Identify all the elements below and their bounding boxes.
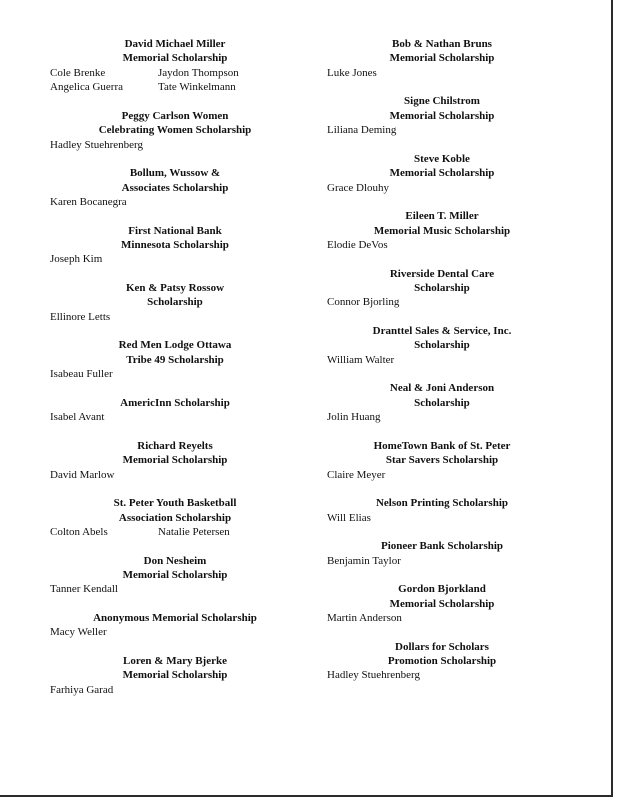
scholarship-title: AmericInn Scholarship [120,396,230,409]
recipient-name: Cole Brenke [50,66,106,79]
scholarship-title: Association Scholarship [118,511,232,524]
scholarship-title: Eileen T. Miller [405,210,479,223]
recipient-name: Karen Bocanegra [50,196,127,209]
recipient-list [50,252,300,266]
scholarship-title: Scholarship [414,339,470,352]
scholarship-entry [50,654,300,697]
scholarship-title: Neal & Joni Anderson [389,382,495,395]
scholarship-title: Signe Chilstrom [404,95,480,108]
scholarship-entry [327,209,557,252]
scholarship-title: Scholarship [147,296,203,309]
scholarship-entry [327,37,557,80]
scholarship-title: Don Nesheim [143,554,207,567]
recipient-name: Claire Meyer [327,468,386,481]
recipient-list [327,123,557,137]
scholarship-title: Scholarship [414,282,470,295]
recipient-list [50,582,300,596]
scholarship-title: Red Men Lodge Ottawa [118,339,232,352]
scholarship-title: Bollum, Wussow & [129,167,221,180]
scholarship-title: Memorial Music Scholarship [373,224,511,237]
recipient-name: Elodie DeVos [327,239,388,252]
recipient-name: Farhiya Garad [50,683,114,696]
recipient-name: Liliana Deming [327,124,397,137]
recipient-list [50,66,300,95]
recipient-name: Jolin Huang [327,411,381,424]
recipient-list [327,611,557,625]
recipient-name: Hadley Stuehrenberg [327,669,420,682]
recipient-name: Tate Winkelmann [158,81,236,94]
recipient-list [50,625,300,639]
scholarship-title: HomeTown Bank of St. Peter [373,439,511,452]
recipient-name: William Walter [327,353,395,366]
scholarship-title: Celebrating Women Scholarship [98,124,252,137]
scholarship-title: Minnesota Scholarship [121,239,229,252]
scholarship-entry [50,439,300,482]
scholarship-title: Richard Reyelts [137,439,213,452]
recipient-name: Hadley Stuehrenberg [50,138,143,151]
recipient-name: Jaydon Thompson [158,66,239,79]
scholarship-title: St. Peter Youth Basketball [113,497,237,510]
scholarship-entry [327,496,557,525]
scholarship-entry [50,166,300,209]
scholarship-entry [50,611,300,640]
scholarship-entry [327,640,557,683]
recipient-list [327,668,557,682]
scholarship-title: Gordon Bjorkland [398,583,486,596]
recipient-name: Isabeau Fuller [50,368,113,381]
recipient-name: Grace Dlouhy [327,181,390,194]
scholarship-entry [327,267,557,310]
scholarship-title: Memorial Scholarship [389,597,495,610]
scholarship-entry [50,396,300,425]
scholarship-entry [50,554,300,597]
scholarship-title: Steve Koble [414,152,470,165]
scholarship-title: Dranttel Sales & Service, Inc. [372,325,512,338]
scholarship-title: Memorial Scholarship [122,52,228,65]
recipient-name: Colton Abels [50,526,108,539]
scholarship-entry [327,439,557,482]
recipient-name: Tanner Kendall [50,583,118,596]
left-column [50,37,300,711]
recipient-list [327,181,557,195]
recipient-list [327,410,557,424]
recipient-name: Joseph Kim [50,253,103,266]
scholarship-title: Peggy Carlson Women [121,109,229,122]
scholarship-entry [327,582,557,625]
scholarship-title: Memorial Scholarship [389,52,495,65]
recipient-list [50,683,300,697]
scholarship-title: Pioneer Bank Scholarship [380,540,504,553]
recipient-list [50,138,300,152]
scholarship-title: Loren & Mary Bjerke [123,655,227,668]
scholarship-title: Tribe 49 Scholarship [126,353,224,366]
recipient-name: Ellinore Letts [50,310,111,323]
scholarship-title: Bob & Nathan Bruns [392,38,492,50]
scholarship-entry [327,381,557,424]
recipient-list [50,410,300,424]
scholarship-title: Anonymous Memorial Scholarship [93,612,257,625]
scholarship-title: Dollars for Scholars [395,640,489,653]
recipient-name: Angelica Guerra [50,81,123,94]
recipient-name: Will Elias [327,511,371,524]
recipient-name: Natalie Petersen [158,526,230,539]
recipient-list [50,367,300,381]
recipient-name: Benjamin Taylor [327,554,401,567]
scholarship-entry [50,37,300,95]
scholarship-title: Memorial Scholarship [122,569,228,582]
recipient-list [327,66,557,80]
recipient-list [50,310,300,324]
scholarship-title: Memorial Scholarship [389,167,495,180]
scholarship-title: David Michael Miller [124,38,226,50]
recipient-name: Connor Bjorling [327,296,400,309]
recipient-list [327,511,557,525]
scholarship-title: Nelson Printing Scholarship [375,497,509,510]
scholarship-title: Riverside Dental Care [389,267,495,280]
scholarship-title: Scholarship [414,396,470,409]
recipient-list [327,295,557,309]
recipient-list [50,195,300,209]
scholarship-entry [50,496,300,539]
scholarship-title: First National Bank [128,224,222,237]
right-column [327,37,557,697]
recipient-list [50,525,300,539]
scholarship-title: Ken & Patsy Rossow [125,282,225,295]
scholarship-entry [327,152,557,195]
recipient-name: Macy Weller [50,626,107,639]
scholarship-entry [50,109,300,152]
scholarship-title: Memorial Scholarship [122,454,228,467]
scholarship-title: Star Savers Scholarship [385,454,499,467]
recipient-list [327,353,557,367]
scholarship-title: Associates Scholarship [121,181,229,194]
scholarship-entry [327,324,557,367]
recipient-list [50,468,300,482]
scholarship-entry [50,338,300,381]
scholarship-entry [50,281,300,324]
scholarship-title: Memorial Scholarship [122,669,228,682]
recipient-name: Martin Anderson [327,612,402,625]
scholarship-title: Promotion Scholarship [387,655,497,668]
recipient-list [327,238,557,252]
recipient-list [327,468,557,482]
recipient-name: Isabel Avant [50,411,105,424]
scholarship-title: Memorial Scholarship [389,109,495,122]
scholarship-entry [327,539,557,568]
recipient-name: David Marlow [50,468,115,481]
scholarship-entry [50,224,300,267]
recipient-list [327,554,557,568]
scholarship-entry [327,94,557,137]
recipient-name: Luke Jones [327,66,377,79]
